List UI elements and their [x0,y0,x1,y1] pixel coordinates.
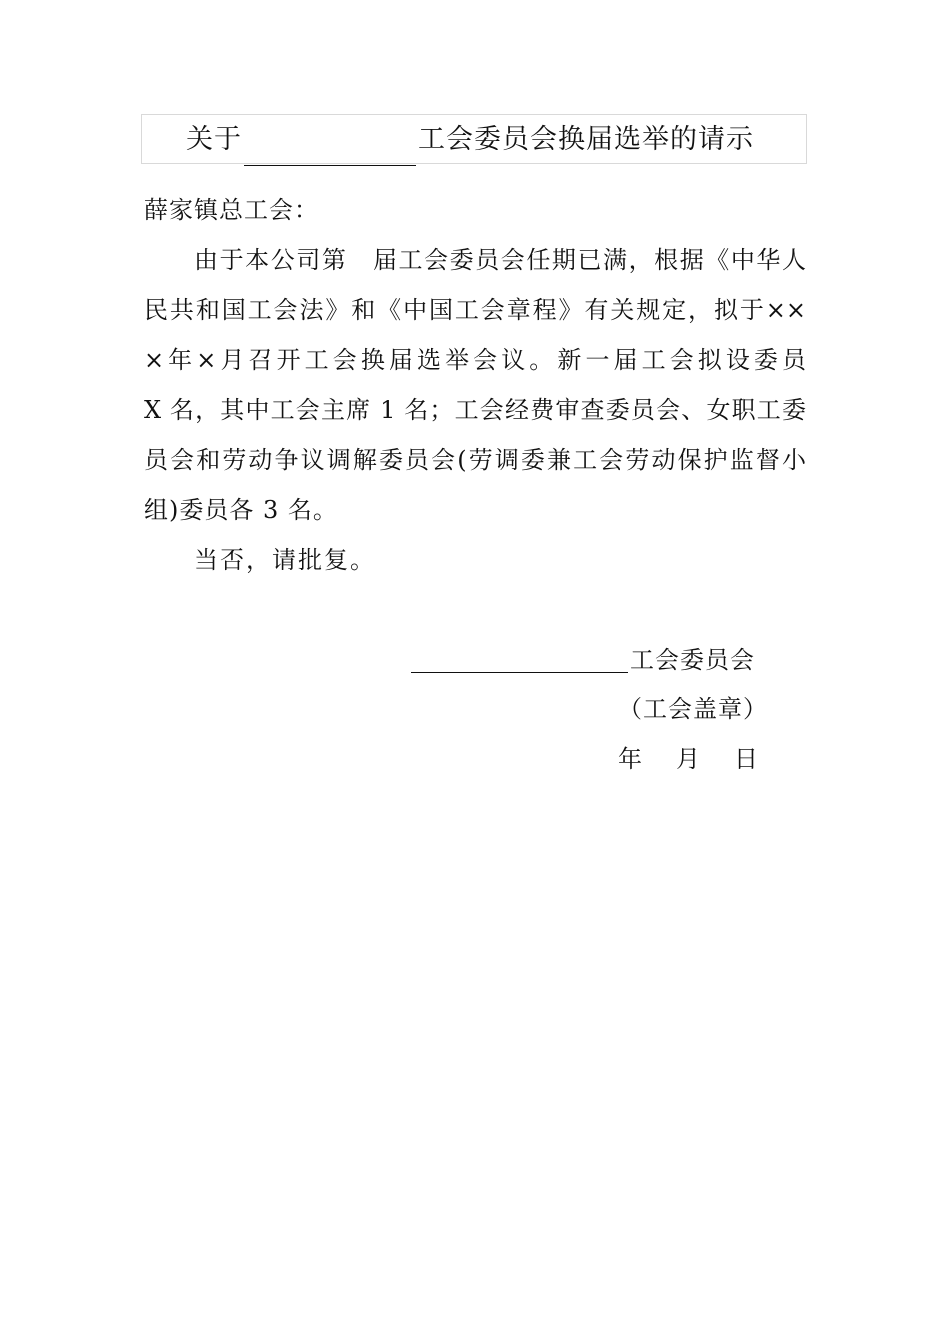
title-prefix: 关于 [186,124,242,155]
date-day-label: 日 [734,745,758,773]
document-title [186,110,754,156]
salutation: 薛家镇总工会： [144,196,319,224]
body-line-3: ×年×月召开工会换届选举会议。新一届工会拟设委员 [144,346,806,374]
signature-fill-in-blank[interactable] [411,672,628,673]
signature-date [618,739,758,774]
date-year-label: 年 [618,745,642,773]
signature-org: 工会委员会 [630,646,755,674]
title-suffix: 工会委员会换届选举的请示 [418,124,754,155]
body-line-6: 组)委员各 3 名。 [144,496,338,524]
title-fill-in-blank[interactable] [244,133,416,166]
body-line-2: 民共和国工会法》和《中国工会章程》有关规定，拟于×× [144,296,806,324]
signature-seal-note: （工会盖章） [618,695,768,723]
body-line-4: X 名，其中工会主席 1 名；工会经费审查委员会、女职工委 [144,396,806,424]
body-line-5: 员会和劳动争议调解委员会(劳调委兼工会劳动保护监督小 [144,446,806,474]
body-line-1: 由于本公司第 届工会委员会任期已满，根据《中华人 [194,246,806,274]
date-month-label: 月 [676,745,700,773]
closing-request: 当否，请批复。 [194,546,376,574]
